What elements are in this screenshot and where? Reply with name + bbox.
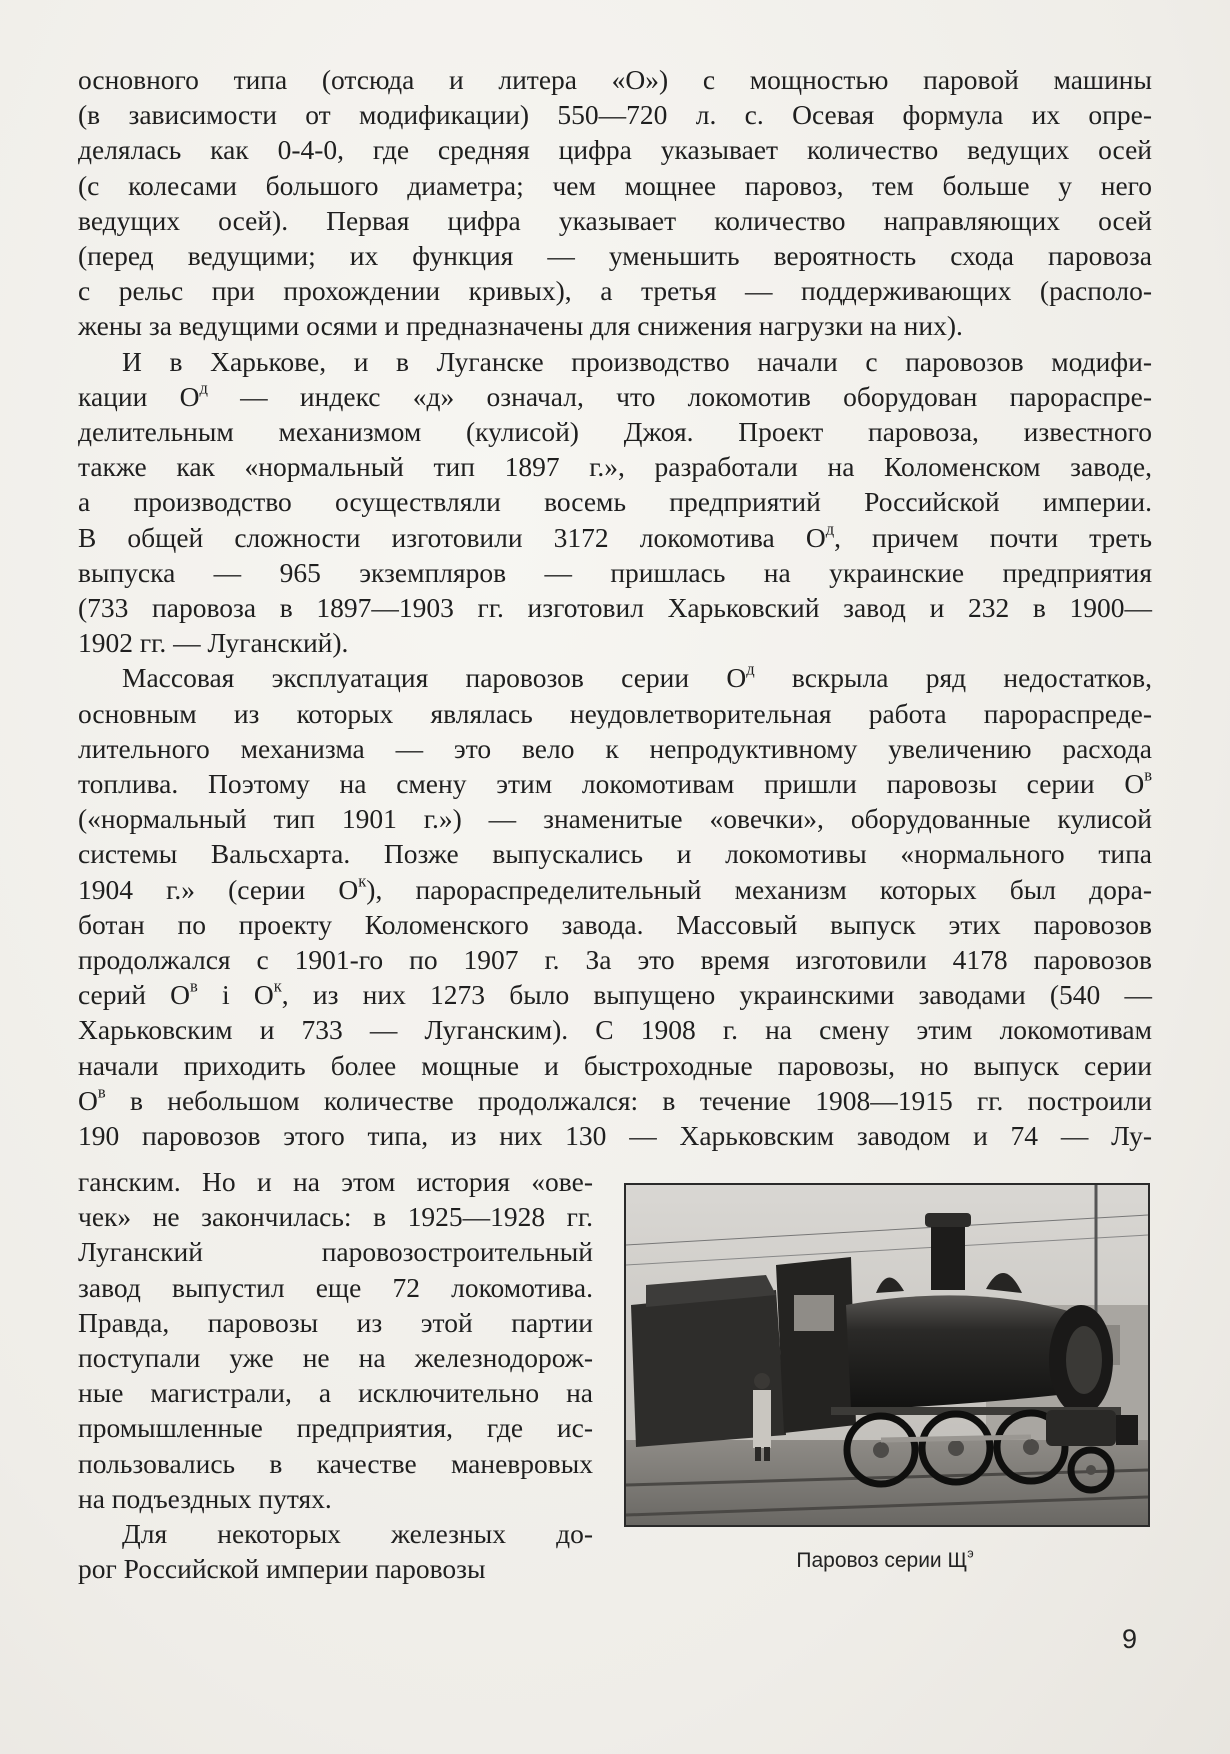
text-line: жены за ведущими осями и предназначены для снижения нагрузки на них). [78,310,963,342]
text-line: поступали уже не на железнодорож- [78,1342,593,1374]
text-line: делялась как 0-4-0, где средняя цифра указывает количество ведущих осей [78,134,1152,166]
text-line: (перед ведущими; их функция — уменьшить вероятность схода паровоза [78,240,1152,272]
text-line: кации $O^д$ — индекс «д» означал, что локомотив оборудован парораспре- [78,378,1152,412]
text-line: Харьковским и 733 — Луганским). С 1908 г. на смену этим локомотивам [78,1014,1152,1046]
paragraph-4 [78,1164,593,1516]
figure-caption-text: Паровоз серии Щ [796,1549,968,1572]
text-line: Для некоторых железных до- [122,1518,593,1550]
page-number: 9 [1122,1624,1138,1654]
text-line: 1904 г.» (серии $O^к$), парораспределительный механизм которых был дора- [78,871,1152,905]
paragraph-5 [78,1516,593,1586]
text-line: рог Российской империи паровозы [78,1553,486,1585]
text-line: основным из которых являлась неудовлетворительная работа парораспреде- [78,697,1152,729]
text-line: ботан по проекту Коломенского завода. Массовый выпуск этих паровозов [78,908,1152,940]
locomotive-photo [624,1183,1150,1527]
text-line: Луганский паровозостроительный [78,1236,593,1268]
paragraph-2 [78,344,1152,661]
text-line: («нормальный тип 1901 г.») — знаменитые «овечки», оборудованные кулисой [78,803,1152,835]
text-line: (с колесами большого диаметра; чем мощнее паровоз, тем больше у него [78,169,1152,201]
paragraph-3 [78,660,1152,1153]
text-line: (в зависимости от модификации) 550—720 л. с. Осевая формула их опре- [78,99,1152,131]
text-line: серий $O^в$ і $O^к$, из них 1273 было выпущено украинскими заводами (540 — [78,976,1153,1011]
figure-caption-superscript: э [967,1546,974,1561]
text-line: выпуска — 965 экземпляров — пришлась на украинские предприятия [78,556,1152,588]
text-line: (733 паровоза в 1897—1903 гг. изготовил Харьковский завод и 232 в 1900— [78,592,1152,624]
text-line: И в Харькове, и в Луганске производство начали с паровозов модифи- [122,345,1152,377]
text-line: на подъездных путях. [78,1482,332,1514]
text-line: ведущих осей). Первая цифра указывает количество направляющих осей [78,204,1152,236]
main-text-column [78,62,1152,1153]
text-line: чек» не закончилась: в 1925—1928 гг. [78,1201,593,1233]
text-line: пользовались в качестве маневровых [78,1447,593,1479]
text-line: продолжался с 1901-го по 1907 г. За это время изготовили 4178 паровозов [78,944,1152,976]
text-line: лительного механизма — это вело к непродуктивному увеличению расхода [78,732,1152,764]
text-line: Массовая эксплуатация паровозов серии $O^д$ вскрыла ряд недостатков, [122,660,1152,694]
narrow-text-column [78,1164,593,1586]
text-line: начали приходить более мощные и быстроходные паровозы, но выпуск серии [78,1049,1152,1081]
text-line: ные магистрали, а исключительно на [78,1377,593,1409]
text-line: делительным механизмом (кулисой) Джоя. Проект паровоза, известного [78,416,1152,448]
text-line: $O^в$ в небольшом количестве продолжался: в течение 1908—1915 гг. построили [78,1082,1152,1116]
text-line: также как «нормальный тип 1897 г.», разработали на Коломенском заводе, [78,451,1152,483]
figure-caption [624,1546,1146,1573]
text-line: системы Вальсхарта. Позже выпускались и локомотивы «нормального типа [78,838,1152,870]
locomotive-illustration [626,1185,1148,1525]
text-line: с рельс при прохождении кривых), а третья — поддерживающих (располо- [78,275,1152,307]
text-line: завод выпустил еще 72 локомотива. [78,1271,593,1303]
text-line: 1902 гг. — Луганский). [78,627,349,659]
text-line: промышленные предприятия, где ис- [78,1412,593,1444]
text-line: В общей сложности изготовили 3172 локомотива $O^д$, причем почти треть [78,519,1152,553]
paragraph-1 [78,62,1152,344]
text-line: а производство осуществляли восемь предприятий Российской империи. [78,486,1152,518]
text-line: топлива. Поэтому на смену этим локомотивам пришли паровозы серии $O^в$ [78,765,1152,800]
text-line: основного типа (отсюда и литера «О») с мощностью паровой машины [78,64,1152,95]
text-line: 190 паровозов этого типа, из них 130 — Харьковским заводом и 74 — Лу- [78,1120,1152,1152]
text-line: ганским. Но и на этом история «ове- [78,1166,593,1197]
text-line: Правда, паровозы из этой партии [78,1306,593,1338]
